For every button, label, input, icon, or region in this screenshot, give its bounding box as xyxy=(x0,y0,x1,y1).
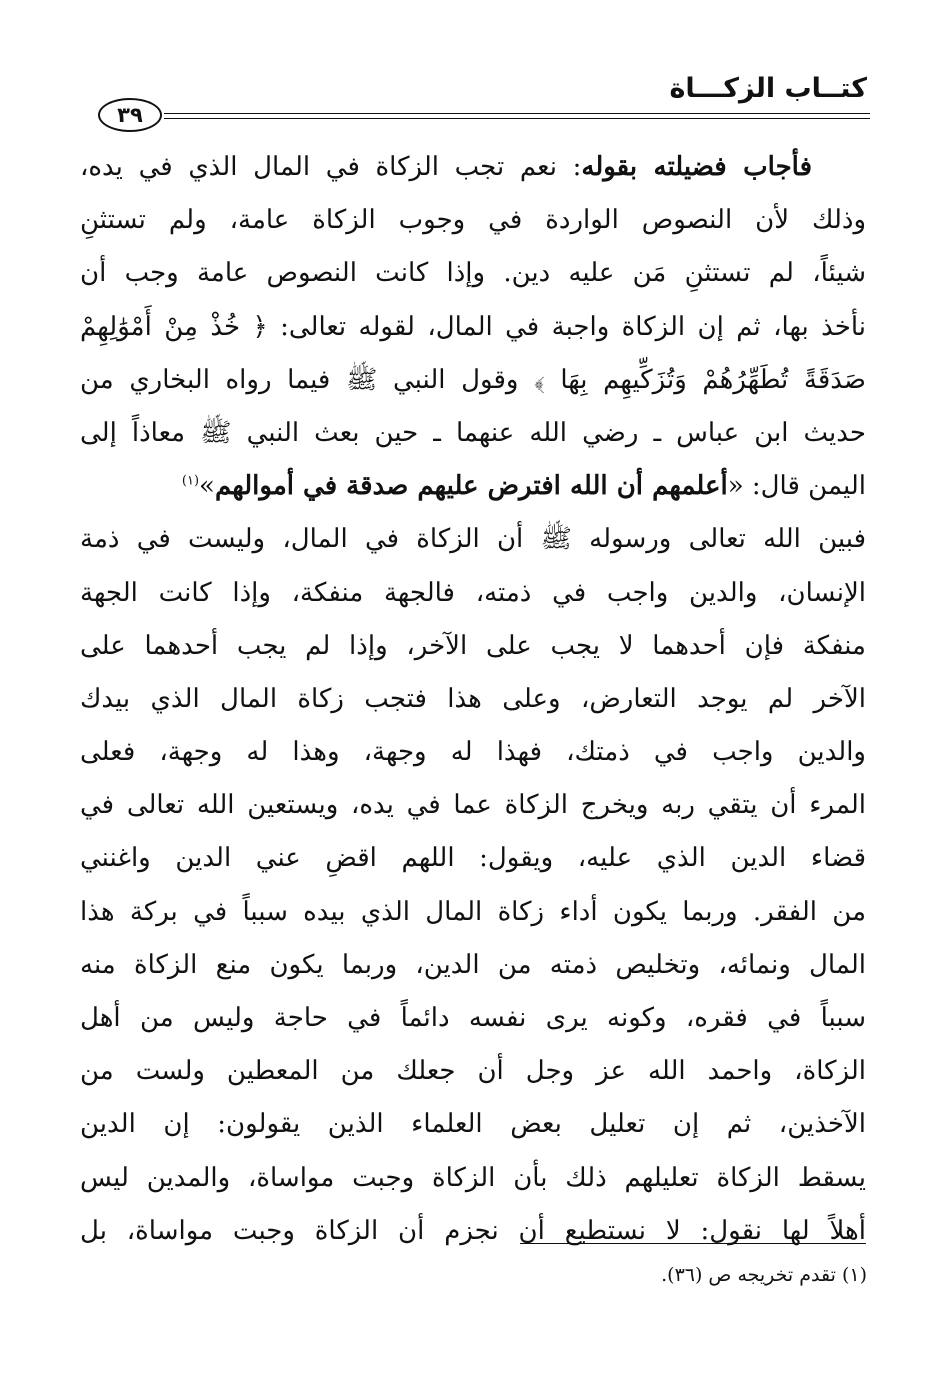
footnote-separator xyxy=(520,1243,866,1244)
footnote: (١) تقدم تخريجه ص (٣٦). xyxy=(661,1264,867,1286)
page-number: ٣٩ xyxy=(98,98,162,132)
answer-lead: فأجاب فضيلته بقوله xyxy=(581,152,812,182)
text-line: المرء أن يتقي ربه ويخرج الزكاة عما في يده، ويستعين الله تعالى في xyxy=(80,790,866,821)
text-line-content: : نعم تجب الزكاة في المال الذي في يده، xyxy=(80,152,582,182)
running-head-title: كتــاب الزكـــاة xyxy=(669,73,867,104)
text-line: الآخر لم يوجد التعارض، وعلى هذا فتجب زكاة المال الذي بيدك xyxy=(80,683,866,714)
body-text xyxy=(80,141,866,1258)
text-line: حديث ابن عباس ـ رضي الله عنهما ـ حين بعث النبي ﷺ معاذاً إلى xyxy=(80,417,866,448)
text-line: قضاء الدين الذي عليه، ويقول: اللهم اقضِ عني الدين واغنني xyxy=(80,843,866,874)
text-line-content: » xyxy=(199,471,215,502)
text-line: أهلاً لها نقول: لا نستطيع أن نجزم أن الزكاة وجبت مواساة، بل xyxy=(80,1215,866,1246)
text-line-content: اليمن قال: « xyxy=(727,471,866,502)
text-line: المال ونمائه، وتخليص ذمته من الدين، وربما يكون منع الزكاة منه xyxy=(80,949,866,980)
header-double-rule xyxy=(164,113,870,119)
text-line: يسقط الزكاة تعليلهم ذلك بأن الزكاة وجبت مواساة، والمدين ليس xyxy=(80,1162,866,1193)
text-line: شيئاً، لم تستثنِ مَن عليه دين. وإذا كانت النصوص عامة وجب أن xyxy=(80,258,866,289)
text-line xyxy=(80,460,866,513)
text-line: منفكة فإن أحدهما لا يجب على الآخر، وإذا لم يجب أحدهما على xyxy=(80,630,866,661)
text-line: الزكاة، واحمد الله عز وجل أن جعلك من المعطين ولست من xyxy=(80,1056,866,1087)
hadith-quote: أعلمهم أن الله افترض عليهم صدقة في أموالهم xyxy=(214,471,728,502)
text-line: نأخذ بها، ثم إن الزكاة واجبة في المال، لقوله تعالى: ﴿ خُذْ مِنْ أَمْوَٰلِهِمْ xyxy=(80,311,866,342)
text-line: وذلك لأن النصوص الواردة في وجوب الزكاة عامة، ولم تستثنِ xyxy=(80,205,866,236)
text-line: والدين واجب في ذمتك، فهذا له وجهة، وهذا له وجهة، فعلى xyxy=(80,737,866,768)
text-line: من الفقر. وربما يكون أداء زكاة المال الذي بيده سبباً في بركة هذا xyxy=(80,896,866,927)
text-line: صَدَقَةً تُطَهِّرُهُمْ وَتُزَكِّيهِم بِهَا ﴾ وقول النبي ﷺ فيما رواه البخاري من xyxy=(80,364,866,395)
text-line: فبين الله تعالى ورسوله ﷺ أن الزكاة في المال، وليست في ذمة xyxy=(80,524,866,555)
text-line xyxy=(80,141,866,194)
text-line: الآخذين، ثم إن تعليل بعض العلماء الذين يقولون: إن الدين xyxy=(80,1109,866,1140)
text-line: الإنسان، والدين واجب في ذمته، فالجهة منفكة، وإذا كانت الجهة xyxy=(80,577,866,608)
footnote-reference: (١) xyxy=(181,473,200,489)
text-line: سبباً في فقره، وكونه يرى نفسه دائماً في حاجة وليس من أهل xyxy=(80,1003,866,1033)
